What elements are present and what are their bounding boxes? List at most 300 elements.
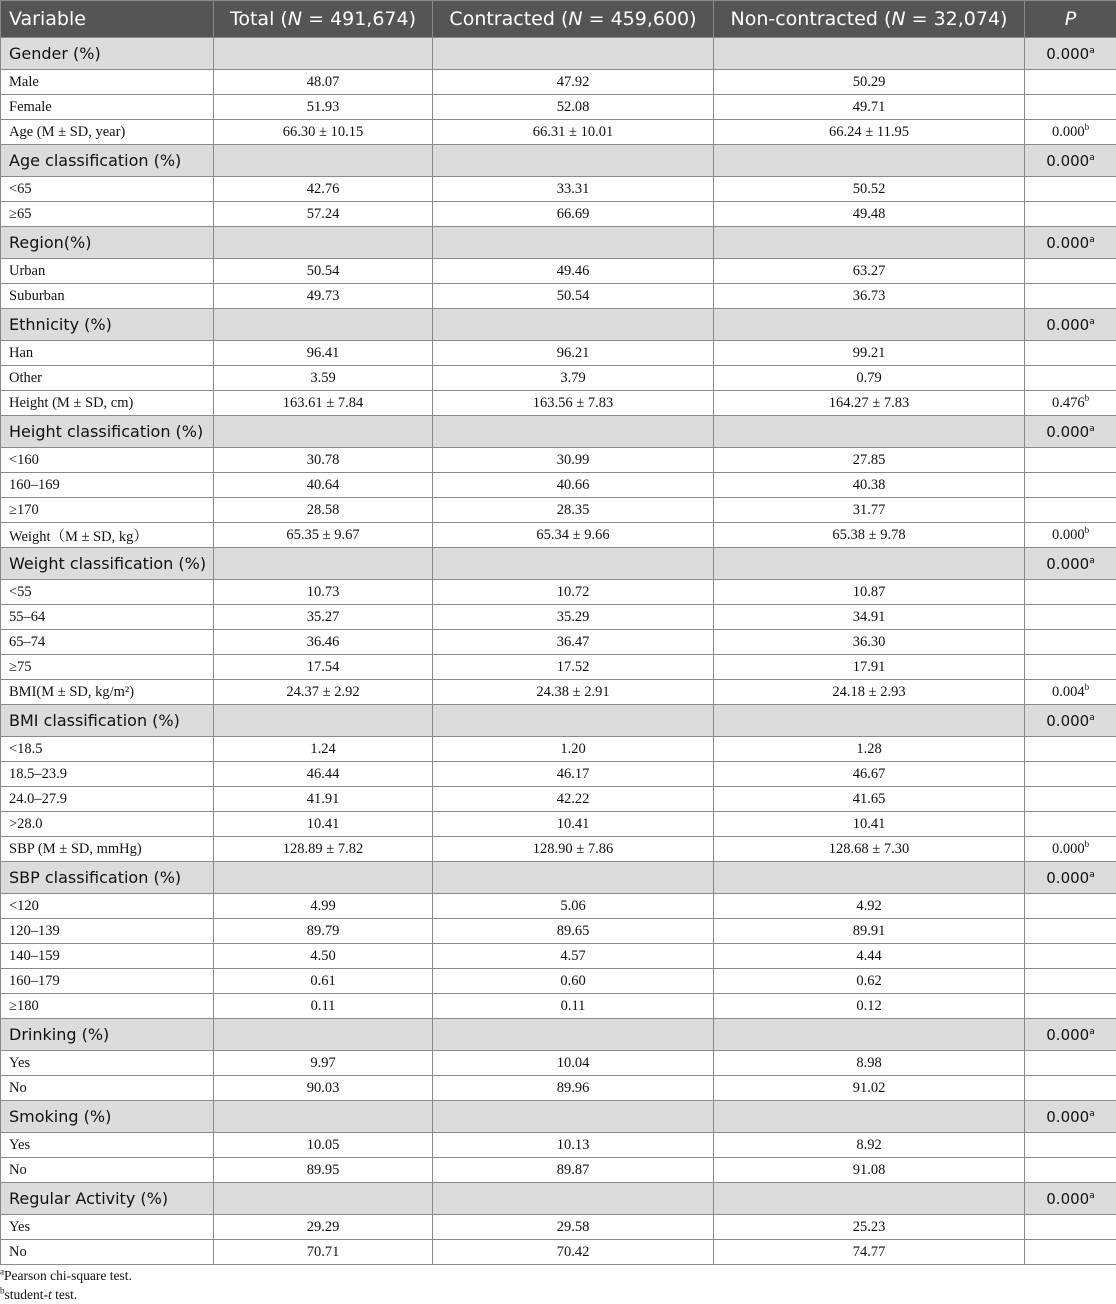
total-cell: 46.44 <box>214 762 433 787</box>
total-cell: 90.03 <box>214 1076 433 1101</box>
p-value-cell <box>1025 919 1116 944</box>
section-label: Gender (%) <box>1 38 214 70</box>
row-label: 160–169 <box>1 473 214 498</box>
p-value-cell <box>1025 259 1116 284</box>
table-row <box>1 95 1116 120</box>
noncontracted-cell: 10.41 <box>714 812 1025 837</box>
section-noncontracted-cell <box>714 416 1025 448</box>
table-row <box>1 762 1116 787</box>
total-cell: 42.76 <box>214 177 433 202</box>
row-label: Suburban <box>1 284 214 309</box>
p-value-cell: 0.000$^a$ <box>1025 1019 1116 1051</box>
noncontracted-cell: 164.27 ± 7.83 <box>714 391 1025 416</box>
section-label: Weight classification (%) <box>1 548 214 580</box>
section-total-cell <box>214 862 433 894</box>
contracted-cell: 65.34 ± 9.66 <box>433 523 714 548</box>
table-footnotes <box>0 1266 1116 1304</box>
noncontracted-cell: 63.27 <box>714 259 1025 284</box>
header-p: P <box>1025 1 1116 38</box>
row-label: <65 <box>1 177 214 202</box>
contracted-cell: 40.66 <box>433 473 714 498</box>
noncontracted-cell: 1.28 <box>714 737 1025 762</box>
p-value-footnote-mark: a <box>1089 153 1095 163</box>
section-noncontracted-cell <box>714 145 1025 177</box>
p-value-cell <box>1025 630 1116 655</box>
noncontracted-cell: 128.68 ± 7.30 <box>714 837 1025 862</box>
noncontracted-cell: 41.65 <box>714 787 1025 812</box>
total-cell: 36.46 <box>214 630 433 655</box>
total-cell: 28.58 <box>214 498 433 523</box>
contracted-cell: 36.47 <box>433 630 714 655</box>
row-label: ≥65 <box>1 202 214 227</box>
row-label: 65–74 <box>1 630 214 655</box>
contracted-cell: 0.11 <box>433 994 714 1019</box>
total-cell: 4.50 <box>214 944 433 969</box>
contracted-cell: 163.56 ± 7.83 <box>433 391 714 416</box>
table-row <box>1 202 1116 227</box>
row-label: Female <box>1 95 214 120</box>
section-row <box>1 705 1116 737</box>
row-label: <160 <box>1 448 214 473</box>
noncontracted-cell: 8.92 <box>714 1133 1025 1158</box>
row-label: Han <box>1 341 214 366</box>
noncontracted-cell: 0.62 <box>714 969 1025 994</box>
table-row <box>1 391 1116 416</box>
p-value-cell <box>1025 994 1116 1019</box>
p-value-cell <box>1025 580 1116 605</box>
p-value-footnote-mark: a <box>1089 1109 1095 1119</box>
noncontracted-cell: 4.44 <box>714 944 1025 969</box>
table-row <box>1 498 1116 523</box>
p-value-cell: 0.000$^a$ <box>1025 227 1116 259</box>
total-cell: 50.54 <box>214 259 433 284</box>
total-cell: 96.41 <box>214 341 433 366</box>
section-contracted-cell <box>433 1183 714 1215</box>
noncontracted-cell: 40.38 <box>714 473 1025 498</box>
table-row <box>1 1158 1116 1183</box>
row-label: Yes <box>1 1051 214 1076</box>
row-label: Yes <box>1 1215 214 1240</box>
header-variable: Variable <box>1 1 214 38</box>
contracted-cell: 3.79 <box>433 366 714 391</box>
section-contracted-cell <box>433 548 714 580</box>
table-body <box>1 38 1116 1265</box>
section-row <box>1 227 1116 259</box>
total-cell: 30.78 <box>214 448 433 473</box>
p-value-cell <box>1025 787 1116 812</box>
row-label: ≥180 <box>1 994 214 1019</box>
row-label: 24.0–27.9 <box>1 787 214 812</box>
row-label: 140–159 <box>1 944 214 969</box>
section-contracted-cell <box>433 227 714 259</box>
contracted-cell: 46.17 <box>433 762 714 787</box>
row-label: Weight（M ± SD, kg） <box>1 523 214 548</box>
contracted-cell: 42.22 <box>433 787 714 812</box>
row-label: 160–179 <box>1 969 214 994</box>
table-row <box>1 1240 1116 1265</box>
section-label: Smoking (%) <box>1 1101 214 1133</box>
p-value-cell <box>1025 944 1116 969</box>
contracted-cell: 29.58 <box>433 1215 714 1240</box>
table-row <box>1 969 1116 994</box>
p-value-cell: 0.000$^a$ <box>1025 548 1116 580</box>
section-total-cell <box>214 1183 433 1215</box>
table-row <box>1 680 1116 705</box>
p-value-footnote-mark: b <box>1085 525 1090 535</box>
contracted-cell: 50.54 <box>433 284 714 309</box>
p-value-cell <box>1025 95 1116 120</box>
noncontracted-cell: 25.23 <box>714 1215 1025 1240</box>
row-label: BMI(M ± SD, kg/m²) <box>1 680 214 705</box>
contracted-cell: 24.38 ± 2.91 <box>433 680 714 705</box>
table-row <box>1 605 1116 630</box>
p-value-cell <box>1025 1133 1116 1158</box>
contracted-cell: 96.21 <box>433 341 714 366</box>
table-row <box>1 366 1116 391</box>
table-row <box>1 994 1116 1019</box>
noncontracted-cell: 49.71 <box>714 95 1025 120</box>
table-row <box>1 341 1116 366</box>
section-label: Regular Activity (%) <box>1 1183 214 1215</box>
contracted-cell: 0.60 <box>433 969 714 994</box>
section-row <box>1 862 1116 894</box>
section-contracted-cell <box>433 309 714 341</box>
contracted-cell: 52.08 <box>433 95 714 120</box>
p-value-cell: 0.000$^b$ <box>1025 837 1116 862</box>
footnote: $^b$student-t test. <box>0 1285 1116 1304</box>
section-total-cell <box>214 1101 433 1133</box>
section-noncontracted-cell <box>714 1101 1025 1133</box>
p-value-cell: 0.000$^b$ <box>1025 523 1116 548</box>
noncontracted-cell: 0.79 <box>714 366 1025 391</box>
section-noncontracted-cell <box>714 309 1025 341</box>
section-contracted-cell <box>433 1101 714 1133</box>
noncontracted-cell: 50.29 <box>714 70 1025 95</box>
p-value-cell: 0.000$^b$ <box>1025 120 1116 145</box>
table-row <box>1 259 1116 284</box>
p-value-cell <box>1025 655 1116 680</box>
p-value-cell <box>1025 498 1116 523</box>
section-contracted-cell <box>433 862 714 894</box>
p-value-cell <box>1025 894 1116 919</box>
p-value-cell <box>1025 737 1116 762</box>
table-row <box>1 1076 1116 1101</box>
row-label: Other <box>1 366 214 391</box>
p-value-cell <box>1025 341 1116 366</box>
total-cell: 65.35 ± 9.67 <box>214 523 433 548</box>
p-value-footnote-mark: a <box>1089 46 1095 56</box>
noncontracted-cell: 91.02 <box>714 1076 1025 1101</box>
table-row <box>1 894 1116 919</box>
total-cell: 10.41 <box>214 812 433 837</box>
total-cell: 49.73 <box>214 284 433 309</box>
row-label: ≥170 <box>1 498 214 523</box>
noncontracted-cell: 74.77 <box>714 1240 1025 1265</box>
contracted-cell: 70.42 <box>433 1240 714 1265</box>
row-label: No <box>1 1076 214 1101</box>
total-cell: 70.71 <box>214 1240 433 1265</box>
total-cell: 9.97 <box>214 1051 433 1076</box>
total-cell: 0.61 <box>214 969 433 994</box>
row-label: Age (M ± SD, year) <box>1 120 214 145</box>
contracted-cell: 33.31 <box>433 177 714 202</box>
p-value-cell: 0.000$^a$ <box>1025 145 1116 177</box>
p-value-cell <box>1025 177 1116 202</box>
total-cell: 35.27 <box>214 605 433 630</box>
noncontracted-cell: 24.18 ± 2.93 <box>714 680 1025 705</box>
section-row <box>1 38 1116 70</box>
total-cell: 48.07 <box>214 70 433 95</box>
section-label: SBP classification (%) <box>1 862 214 894</box>
row-label: Male <box>1 70 214 95</box>
p-value-footnote-mark: a <box>1089 556 1095 566</box>
table-row <box>1 120 1116 145</box>
total-cell: 128.89 ± 7.82 <box>214 837 433 862</box>
table-row <box>1 177 1116 202</box>
p-value-cell: 0.000$^a$ <box>1025 38 1116 70</box>
row-label: SBP (M ± SD, mmHg) <box>1 837 214 862</box>
section-row <box>1 309 1116 341</box>
contracted-cell: 1.20 <box>433 737 714 762</box>
section-noncontracted-cell <box>714 38 1025 70</box>
table-row <box>1 284 1116 309</box>
total-cell: 89.79 <box>214 919 433 944</box>
section-total-cell <box>214 309 433 341</box>
table-row <box>1 1051 1116 1076</box>
section-contracted-cell <box>433 416 714 448</box>
p-value-cell: 0.000$^a$ <box>1025 705 1116 737</box>
noncontracted-cell: 10.87 <box>714 580 1025 605</box>
noncontracted-cell: 0.12 <box>714 994 1025 1019</box>
noncontracted-cell: 50.52 <box>714 177 1025 202</box>
contracted-cell: 35.29 <box>433 605 714 630</box>
p-value-cell <box>1025 1076 1116 1101</box>
contracted-cell: 10.72 <box>433 580 714 605</box>
table-row <box>1 1133 1116 1158</box>
row-label: >28.0 <box>1 812 214 837</box>
section-contracted-cell <box>433 145 714 177</box>
table-row <box>1 812 1116 837</box>
noncontracted-cell: 89.91 <box>714 919 1025 944</box>
noncontracted-cell: 99.21 <box>714 341 1025 366</box>
table-row <box>1 448 1116 473</box>
p-value-cell <box>1025 762 1116 787</box>
row-label: Urban <box>1 259 214 284</box>
table-row <box>1 630 1116 655</box>
total-cell: 17.54 <box>214 655 433 680</box>
contracted-cell: 89.87 <box>433 1158 714 1183</box>
section-row <box>1 548 1116 580</box>
section-row <box>1 416 1116 448</box>
p-value-cell <box>1025 366 1116 391</box>
p-value-footnote-mark: a <box>1089 1191 1095 1201</box>
section-label: Region(%) <box>1 227 214 259</box>
total-cell: 3.59 <box>214 366 433 391</box>
noncontracted-cell: 4.92 <box>714 894 1025 919</box>
p-value-cell <box>1025 969 1116 994</box>
noncontracted-cell: 46.67 <box>714 762 1025 787</box>
total-cell: 40.64 <box>214 473 433 498</box>
section-row <box>1 1101 1116 1133</box>
p-value-cell <box>1025 812 1116 837</box>
section-total-cell <box>214 705 433 737</box>
p-value-footnote-mark: a <box>1089 235 1095 245</box>
contracted-cell: 10.41 <box>433 812 714 837</box>
section-label: BMI classification (%) <box>1 705 214 737</box>
row-label: ≥75 <box>1 655 214 680</box>
total-cell: 10.73 <box>214 580 433 605</box>
header-contracted: Contracted (N = 459,600) <box>433 1 714 38</box>
total-cell: 1.24 <box>214 737 433 762</box>
row-label: No <box>1 1158 214 1183</box>
section-total-cell <box>214 416 433 448</box>
table-row <box>1 787 1116 812</box>
contracted-cell: 4.57 <box>433 944 714 969</box>
total-cell: 57.24 <box>214 202 433 227</box>
row-label: 55–64 <box>1 605 214 630</box>
section-contracted-cell <box>433 705 714 737</box>
row-label: No <box>1 1240 214 1265</box>
header-row <box>1 1 1116 38</box>
contracted-cell: 30.99 <box>433 448 714 473</box>
noncontracted-cell: 66.24 ± 11.95 <box>714 120 1025 145</box>
section-total-cell <box>214 1019 433 1051</box>
p-value-cell: 0.000$^a$ <box>1025 862 1116 894</box>
section-label: Drinking (%) <box>1 1019 214 1051</box>
row-label: <18.5 <box>1 737 214 762</box>
table-row <box>1 580 1116 605</box>
contracted-cell: 49.46 <box>433 259 714 284</box>
p-value-footnote-mark: a <box>1089 1027 1095 1037</box>
p-value-cell: 0.000$^a$ <box>1025 416 1116 448</box>
total-cell: 29.29 <box>214 1215 433 1240</box>
section-total-cell <box>214 548 433 580</box>
p-value-footnote-mark: a <box>1089 317 1095 327</box>
contracted-cell: 66.69 <box>433 202 714 227</box>
footnote-mark: b <box>0 1286 5 1296</box>
contracted-cell: 89.96 <box>433 1076 714 1101</box>
section-contracted-cell <box>433 38 714 70</box>
section-row <box>1 1019 1116 1051</box>
p-value-footnote-mark: a <box>1089 424 1095 434</box>
table-row <box>1 70 1116 95</box>
section-label: Height classification (%) <box>1 416 214 448</box>
total-cell: 89.95 <box>214 1158 433 1183</box>
section-label: Age classification (%) <box>1 145 214 177</box>
row-label: Height (M ± SD, cm) <box>1 391 214 416</box>
section-total-cell <box>214 38 433 70</box>
p-value-cell <box>1025 1240 1116 1265</box>
row-label: <120 <box>1 894 214 919</box>
table-row <box>1 523 1116 548</box>
table-row <box>1 655 1116 680</box>
table-header <box>1 1 1116 38</box>
noncontracted-cell: 8.98 <box>714 1051 1025 1076</box>
noncontracted-cell: 36.30 <box>714 630 1025 655</box>
p-value-footnote-mark: b <box>1085 393 1090 403</box>
p-value-cell <box>1025 448 1116 473</box>
table-row <box>1 919 1116 944</box>
noncontracted-cell: 27.85 <box>714 448 1025 473</box>
noncontracted-cell: 65.38 ± 9.78 <box>714 523 1025 548</box>
table-row <box>1 1215 1116 1240</box>
contracted-cell: 89.65 <box>433 919 714 944</box>
p-value-cell: 0.000$^a$ <box>1025 1101 1116 1133</box>
footnote: $^a$Pearson chi-square test. <box>0 1266 1116 1285</box>
footnote-mark: a <box>0 1267 4 1277</box>
contracted-cell: 10.04 <box>433 1051 714 1076</box>
p-value-footnote-mark: b <box>1085 839 1090 849</box>
p-value-cell <box>1025 1051 1116 1076</box>
p-value-cell <box>1025 473 1116 498</box>
p-value-cell <box>1025 605 1116 630</box>
p-value-cell <box>1025 284 1116 309</box>
total-cell: 4.99 <box>214 894 433 919</box>
p-value-footnote-mark: b <box>1085 682 1090 692</box>
table-row <box>1 737 1116 762</box>
p-value-cell: 0.004$^b$ <box>1025 680 1116 705</box>
section-noncontracted-cell <box>714 705 1025 737</box>
row-label: 18.5–23.9 <box>1 762 214 787</box>
row-label: <55 <box>1 580 214 605</box>
contracted-cell: 10.13 <box>433 1133 714 1158</box>
noncontracted-cell: 31.77 <box>714 498 1025 523</box>
p-value-footnote-mark: a <box>1089 870 1095 880</box>
p-value-cell <box>1025 1158 1116 1183</box>
row-label: 120–139 <box>1 919 214 944</box>
p-value-cell <box>1025 202 1116 227</box>
p-value-cell: 0.000$^a$ <box>1025 309 1116 341</box>
table-row <box>1 837 1116 862</box>
total-cell: 66.30 ± 10.15 <box>214 120 433 145</box>
noncontracted-cell: 34.91 <box>714 605 1025 630</box>
contracted-cell: 17.52 <box>433 655 714 680</box>
contracted-cell: 66.31 ± 10.01 <box>433 120 714 145</box>
p-value-cell: 0.000$^a$ <box>1025 1183 1116 1215</box>
section-row <box>1 1183 1116 1215</box>
p-value-footnote-mark: b <box>1085 122 1090 132</box>
section-total-cell <box>214 145 433 177</box>
noncontracted-cell: 91.08 <box>714 1158 1025 1183</box>
noncontracted-cell: 17.91 <box>714 655 1025 680</box>
section-noncontracted-cell <box>714 862 1025 894</box>
section-contracted-cell <box>433 1019 714 1051</box>
p-value-footnote-mark: a <box>1089 713 1095 723</box>
section-noncontracted-cell <box>714 1183 1025 1215</box>
total-cell: 24.37 ± 2.92 <box>214 680 433 705</box>
row-label: Yes <box>1 1133 214 1158</box>
contracted-cell: 5.06 <box>433 894 714 919</box>
noncontracted-cell: 49.48 <box>714 202 1025 227</box>
noncontracted-cell: 36.73 <box>714 284 1025 309</box>
total-cell: 51.93 <box>214 95 433 120</box>
table-row <box>1 473 1116 498</box>
total-cell: 0.11 <box>214 994 433 1019</box>
section-noncontracted-cell <box>714 1019 1025 1051</box>
header-total: Total (N = 491,674) <box>214 1 433 38</box>
contracted-cell: 47.92 <box>433 70 714 95</box>
section-row <box>1 145 1116 177</box>
total-cell: 10.05 <box>214 1133 433 1158</box>
p-value-cell <box>1025 1215 1116 1240</box>
total-cell: 163.61 ± 7.84 <box>214 391 433 416</box>
section-total-cell <box>214 227 433 259</box>
table-row <box>1 944 1116 969</box>
section-noncontracted-cell <box>714 548 1025 580</box>
section-label: Ethnicity (%) <box>1 309 214 341</box>
p-value-cell: 0.476$^b$ <box>1025 391 1116 416</box>
contracted-cell: 28.35 <box>433 498 714 523</box>
